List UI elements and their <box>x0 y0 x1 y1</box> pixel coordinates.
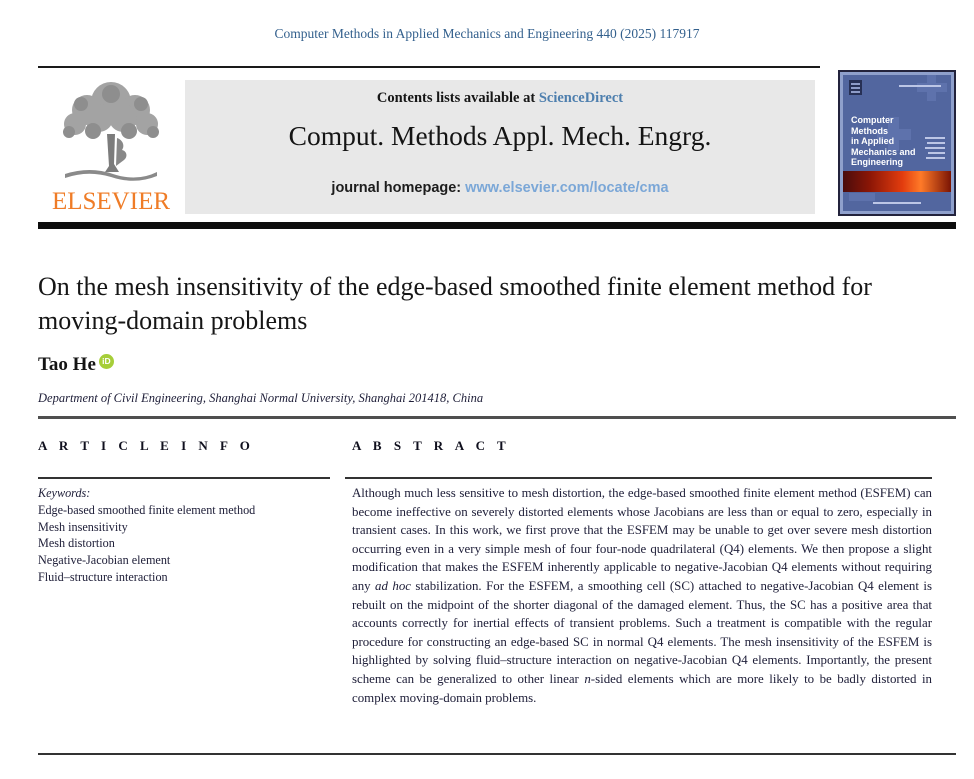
cover-plus-pattern <box>927 75 936 101</box>
journal-cover-thumbnail <box>838 70 956 216</box>
author-affiliation: Department of Civil Engineering, Shanghai Normal University, Shanghai 201418, China <box>38 391 484 405</box>
abstract-text-segment: -sided elements which are more likely to be badly distorted in complex moving-domain problems. <box>352 671 932 705</box>
cover-editors-text <box>927 142 945 144</box>
keyword-item: Edge-based smoothed finite element method <box>38 502 256 517</box>
cover-plus-pattern <box>849 193 875 201</box>
keywords-label: Keywords: <box>38 486 91 500</box>
bottom-rule <box>38 753 956 755</box>
keywords-list <box>38 502 338 586</box>
abstract-text <box>352 484 932 707</box>
journal-citation-line: Computer Methods in Applied Mechanics and Engineering 440 (2025) 117917 <box>274 26 700 41</box>
top-rule <box>38 66 820 68</box>
abstract-text-segment: Although much less sensitive to mesh distortion, the edge-based smoothed finite element method (ESFEM) can become ineffective on severely distorted elements whose Jacobians are less than or equal to zero, especially in transient cases. In this work, we first prove that the ESFEM may be unable to get over severe mesh distortion occurring even in a very simple mesh of four four-node quadrilateral (Q4) elements. We then propose a slight modification that makes the ESFEM inherently applicable to negative-Jacobian Q4 elements without requiring any <box>352 486 932 593</box>
keyword-item: Mesh insensitivity <box>38 519 128 534</box>
abstract-text-segment: stabilization. For the ESFEM, a smoothing cell (SC) attached to negative-Jacobian Q4 element is rebuilt on the midpoint of the shorter diagonal of the damaged element. Thus, the SC has a positive area that accounts correctly for inertial effects of transient problems. Such a treatment is compatible with the regular procedure for constructing an edge-based SC in normal Q4 elements. The mesh insensitivity of the ESFEM is highlighted by solving fluid–structure interaction on negative-Jacobian Q4 elements. Importantly, the present scheme can be generalized to other linear <box>352 578 932 686</box>
keyword-item: Negative-Jacobian element <box>38 553 171 568</box>
journal-banner <box>185 80 815 214</box>
cover-flame-image <box>843 171 951 192</box>
homepage-link[interactable]: www.elsevier.com/locate/cma <box>465 180 669 196</box>
cover-editors-text <box>928 152 945 154</box>
cover-issue-text <box>899 85 941 87</box>
orcid-icon[interactable]: iD <box>99 354 114 369</box>
cover-footer-text <box>873 202 921 204</box>
contents-line <box>185 90 815 107</box>
elsevier-tree-icon <box>55 76 167 184</box>
article-info-top-rule <box>38 416 956 419</box>
elsevier-wordmark: ELSEVIER <box>51 188 171 215</box>
abstract-text-segment: ad hoc <box>375 578 411 593</box>
cover-editors-text <box>925 147 945 149</box>
article-info-header: A R T I C L E I N F O <box>38 438 255 453</box>
elsevier-logo <box>40 76 182 216</box>
keyword-item: Fluid–structure interaction <box>38 569 168 584</box>
homepage-line <box>185 180 815 196</box>
journal-name: Comput. Methods Appl. Mech. Engrg. <box>288 120 712 151</box>
cover-journal-title <box>851 115 937 168</box>
keywords-block <box>38 485 338 586</box>
author-line <box>38 354 114 376</box>
cover-publisher-emblem-icon <box>849 80 862 95</box>
cover-editors-text <box>926 157 945 159</box>
cover-title-line: Mechanics and <box>851 146 916 157</box>
author-name: Tao He <box>38 354 96 375</box>
abstract-rule <box>345 477 932 479</box>
keyword-item: Mesh distortion <box>38 536 115 551</box>
journal-cover-art <box>843 75 951 211</box>
cover-editors-text <box>925 137 945 139</box>
sciencedirect-link[interactable]: ScienceDirect <box>538 90 624 106</box>
cover-title-line: Methods <box>851 125 888 136</box>
contents-prefix: Contents lists available at <box>376 90 539 106</box>
cover-title-line: in Applied <box>851 136 895 146</box>
keywords-rule <box>38 477 330 479</box>
article-title: On the mesh insensitivity of the edge-based smoothed finite element method for moving-domain problems <box>38 272 872 335</box>
header-thick-rule <box>38 222 956 229</box>
homepage-label: journal homepage: <box>331 180 466 196</box>
cover-title-line: Computer <box>851 115 894 125</box>
cover-title-line: Engineering <box>851 157 904 167</box>
abstract-header: A B S T R A C T <box>352 438 511 453</box>
abstract-text-segment: n <box>584 671 591 686</box>
